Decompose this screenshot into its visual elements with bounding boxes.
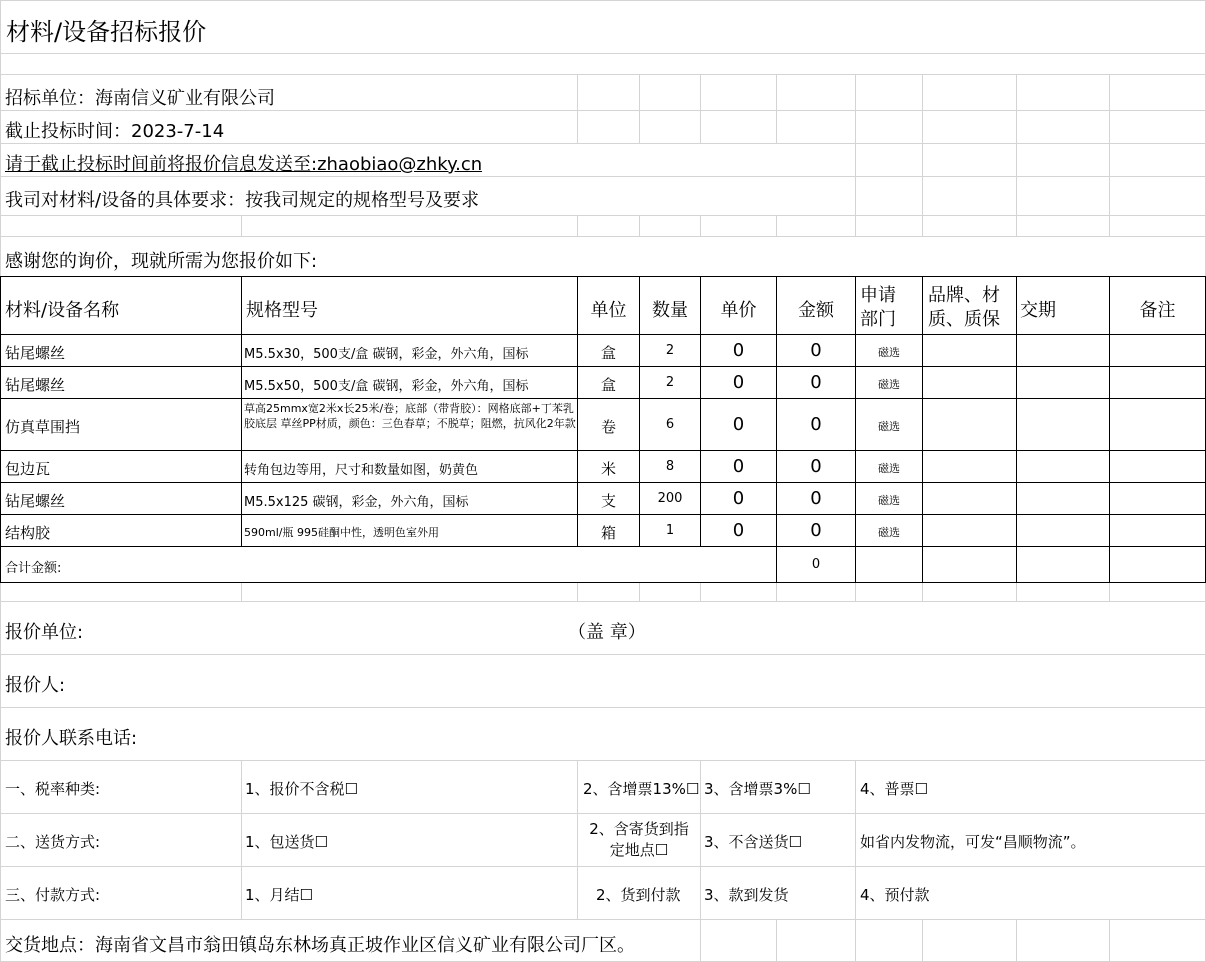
row-unit: 米 (600, 460, 616, 478)
row-price: 0 (732, 340, 745, 361)
row-amount: 0 (810, 340, 822, 361)
page-title: 材料/设备招标报价 (6, 18, 207, 46)
header-spec: 规格型号 (246, 300, 318, 321)
row-price: 0 (732, 372, 745, 393)
row-name: 包边瓦 (5, 460, 51, 478)
row-spec: 转角包边等用，尺寸和数量如图，奶黄色 (244, 463, 479, 478)
payment-label: 三、付款方式: (5, 886, 101, 904)
row-dept: 磁选 (878, 462, 900, 475)
row-qty: 6 (665, 417, 675, 432)
row-unit: 盒 (600, 344, 616, 362)
row-qty: 2 (665, 343, 675, 358)
payment-option-1[interactable]: 1、月结☐ (245, 886, 313, 904)
header-price: 单价 (720, 300, 757, 321)
row-name: 钻尾螺丝 (5, 376, 66, 394)
row-unit: 盒 (600, 376, 616, 394)
row-name: 钻尾螺丝 (5, 344, 66, 362)
row-amount: 0 (810, 520, 822, 541)
delivery-address: 交货地点：海南省文昌市翁田镇岛东林场真正坡作业区信义矿业有限公司厂区。 (5, 935, 635, 956)
row-price: 0 (732, 456, 745, 477)
row-price: 0 (732, 488, 745, 509)
header-qty: 数量 (652, 300, 688, 321)
row-qty: 8 (665, 459, 675, 474)
row-unit: 支 (600, 492, 616, 510)
shipping-option-2[interactable]: 2、含寄货到指定地点☐ (589, 820, 689, 859)
thanks-text: 感谢您的询价，现就所需为您报价如下: (5, 251, 318, 272)
row-amount: 0 (810, 456, 822, 477)
shipping-note: 如省内发物流，可发“昌顺物流”。 (860, 833, 1086, 851)
quoter: 报价人: (5, 675, 66, 696)
payment-option-2[interactable]: 2、货到付款 (596, 886, 681, 904)
quote-unit: 报价单位: (5, 622, 84, 643)
tax-label: 一、税率种类: (5, 780, 101, 798)
total-value: 0 (811, 557, 821, 572)
row-name: 钻尾螺丝 (5, 492, 66, 510)
row-name: 仿真草围挡 (5, 418, 81, 436)
row-price: 0 (732, 520, 745, 541)
row-dept: 磁选 (878, 494, 900, 507)
row-amount: 0 (810, 488, 822, 509)
header-dept: 申请部门 (860, 285, 896, 330)
requirement-text: 我司对材料/设备的具体要求：按我司规定的规格型号及要求 (5, 190, 480, 211)
row-qty: 1 (665, 523, 675, 538)
header-brand: 品牌、材质、质保 (928, 285, 1000, 330)
row-price: 0 (732, 414, 745, 435)
row-unit: 箱 (600, 524, 616, 542)
seal-text: （盖 章） (568, 622, 646, 643)
payment-option-3[interactable]: 3、款到发货 (704, 886, 789, 904)
tax-option-2[interactable]: 2、含增票13%☐ (583, 780, 700, 798)
shipping-option-1[interactable]: 1、包送货☐ (245, 833, 328, 851)
row-spec: 草高25mmx宽2米x长25米/卷；底部（带背胶）：网格底部+丁苯乳胶底层 草丝PP材质，颜色：三色春草；不脱草；阻燃，抗风化2年款 (244, 402, 576, 430)
row-dept: 磁选 (878, 378, 900, 391)
row-spec: M5.5x50，500支/盒 碳钢，彩金，外六角，国标 (244, 379, 529, 394)
row-dept: 磁选 (878, 526, 900, 539)
row-amount: 0 (810, 372, 822, 393)
header-unit: 单位 (590, 300, 627, 321)
header-name: 材料/设备名称 (5, 300, 120, 321)
row-dept: 磁选 (878, 346, 900, 359)
row-dept: 磁选 (878, 420, 900, 433)
row-spec: M5.5x125 碳钢，彩金，外六角，国标 (244, 495, 469, 510)
tax-option-1[interactable]: 1、报价不含税☐ (245, 780, 358, 798)
deadline: 截止投标时间：2023-7-14 (5, 121, 225, 142)
tax-option-3[interactable]: 3、含增票3%☐ (704, 780, 811, 798)
quoter-phone: 报价人联系电话: (5, 728, 138, 749)
row-amount: 0 (810, 414, 822, 435)
email-link[interactable]: 请于截止投标时间前将报价信息发送至:zhaobiao@zhky.cn (5, 154, 483, 175)
row-qty: 2 (665, 375, 675, 390)
row-qty: 200 (657, 491, 683, 506)
tax-option-4[interactable]: 4、普票☐ (860, 780, 928, 798)
header-amount: 金额 (798, 300, 834, 321)
row-spec: 590ml/瓶 995硅酮中性，透明色室外用 (244, 526, 439, 539)
row-unit: 卷 (600, 418, 616, 436)
header-remark: 备注 (1139, 300, 1176, 321)
row-spec: M5.5x30，500支/盒 碳钢，彩金，外六角，国标 (244, 347, 529, 362)
total-label: 合计金额: (5, 561, 62, 576)
tender-unit: 招标单位：海南信义矿业有限公司 (5, 88, 275, 109)
row-name: 结构胶 (5, 524, 51, 542)
shipping-label: 二、送货方式: (5, 833, 101, 851)
payment-option-4[interactable]: 4、预付款 (860, 886, 930, 904)
shipping-option-3[interactable]: 3、不含送货☐ (704, 833, 802, 851)
header-delivery: 交期 (1020, 300, 1056, 321)
